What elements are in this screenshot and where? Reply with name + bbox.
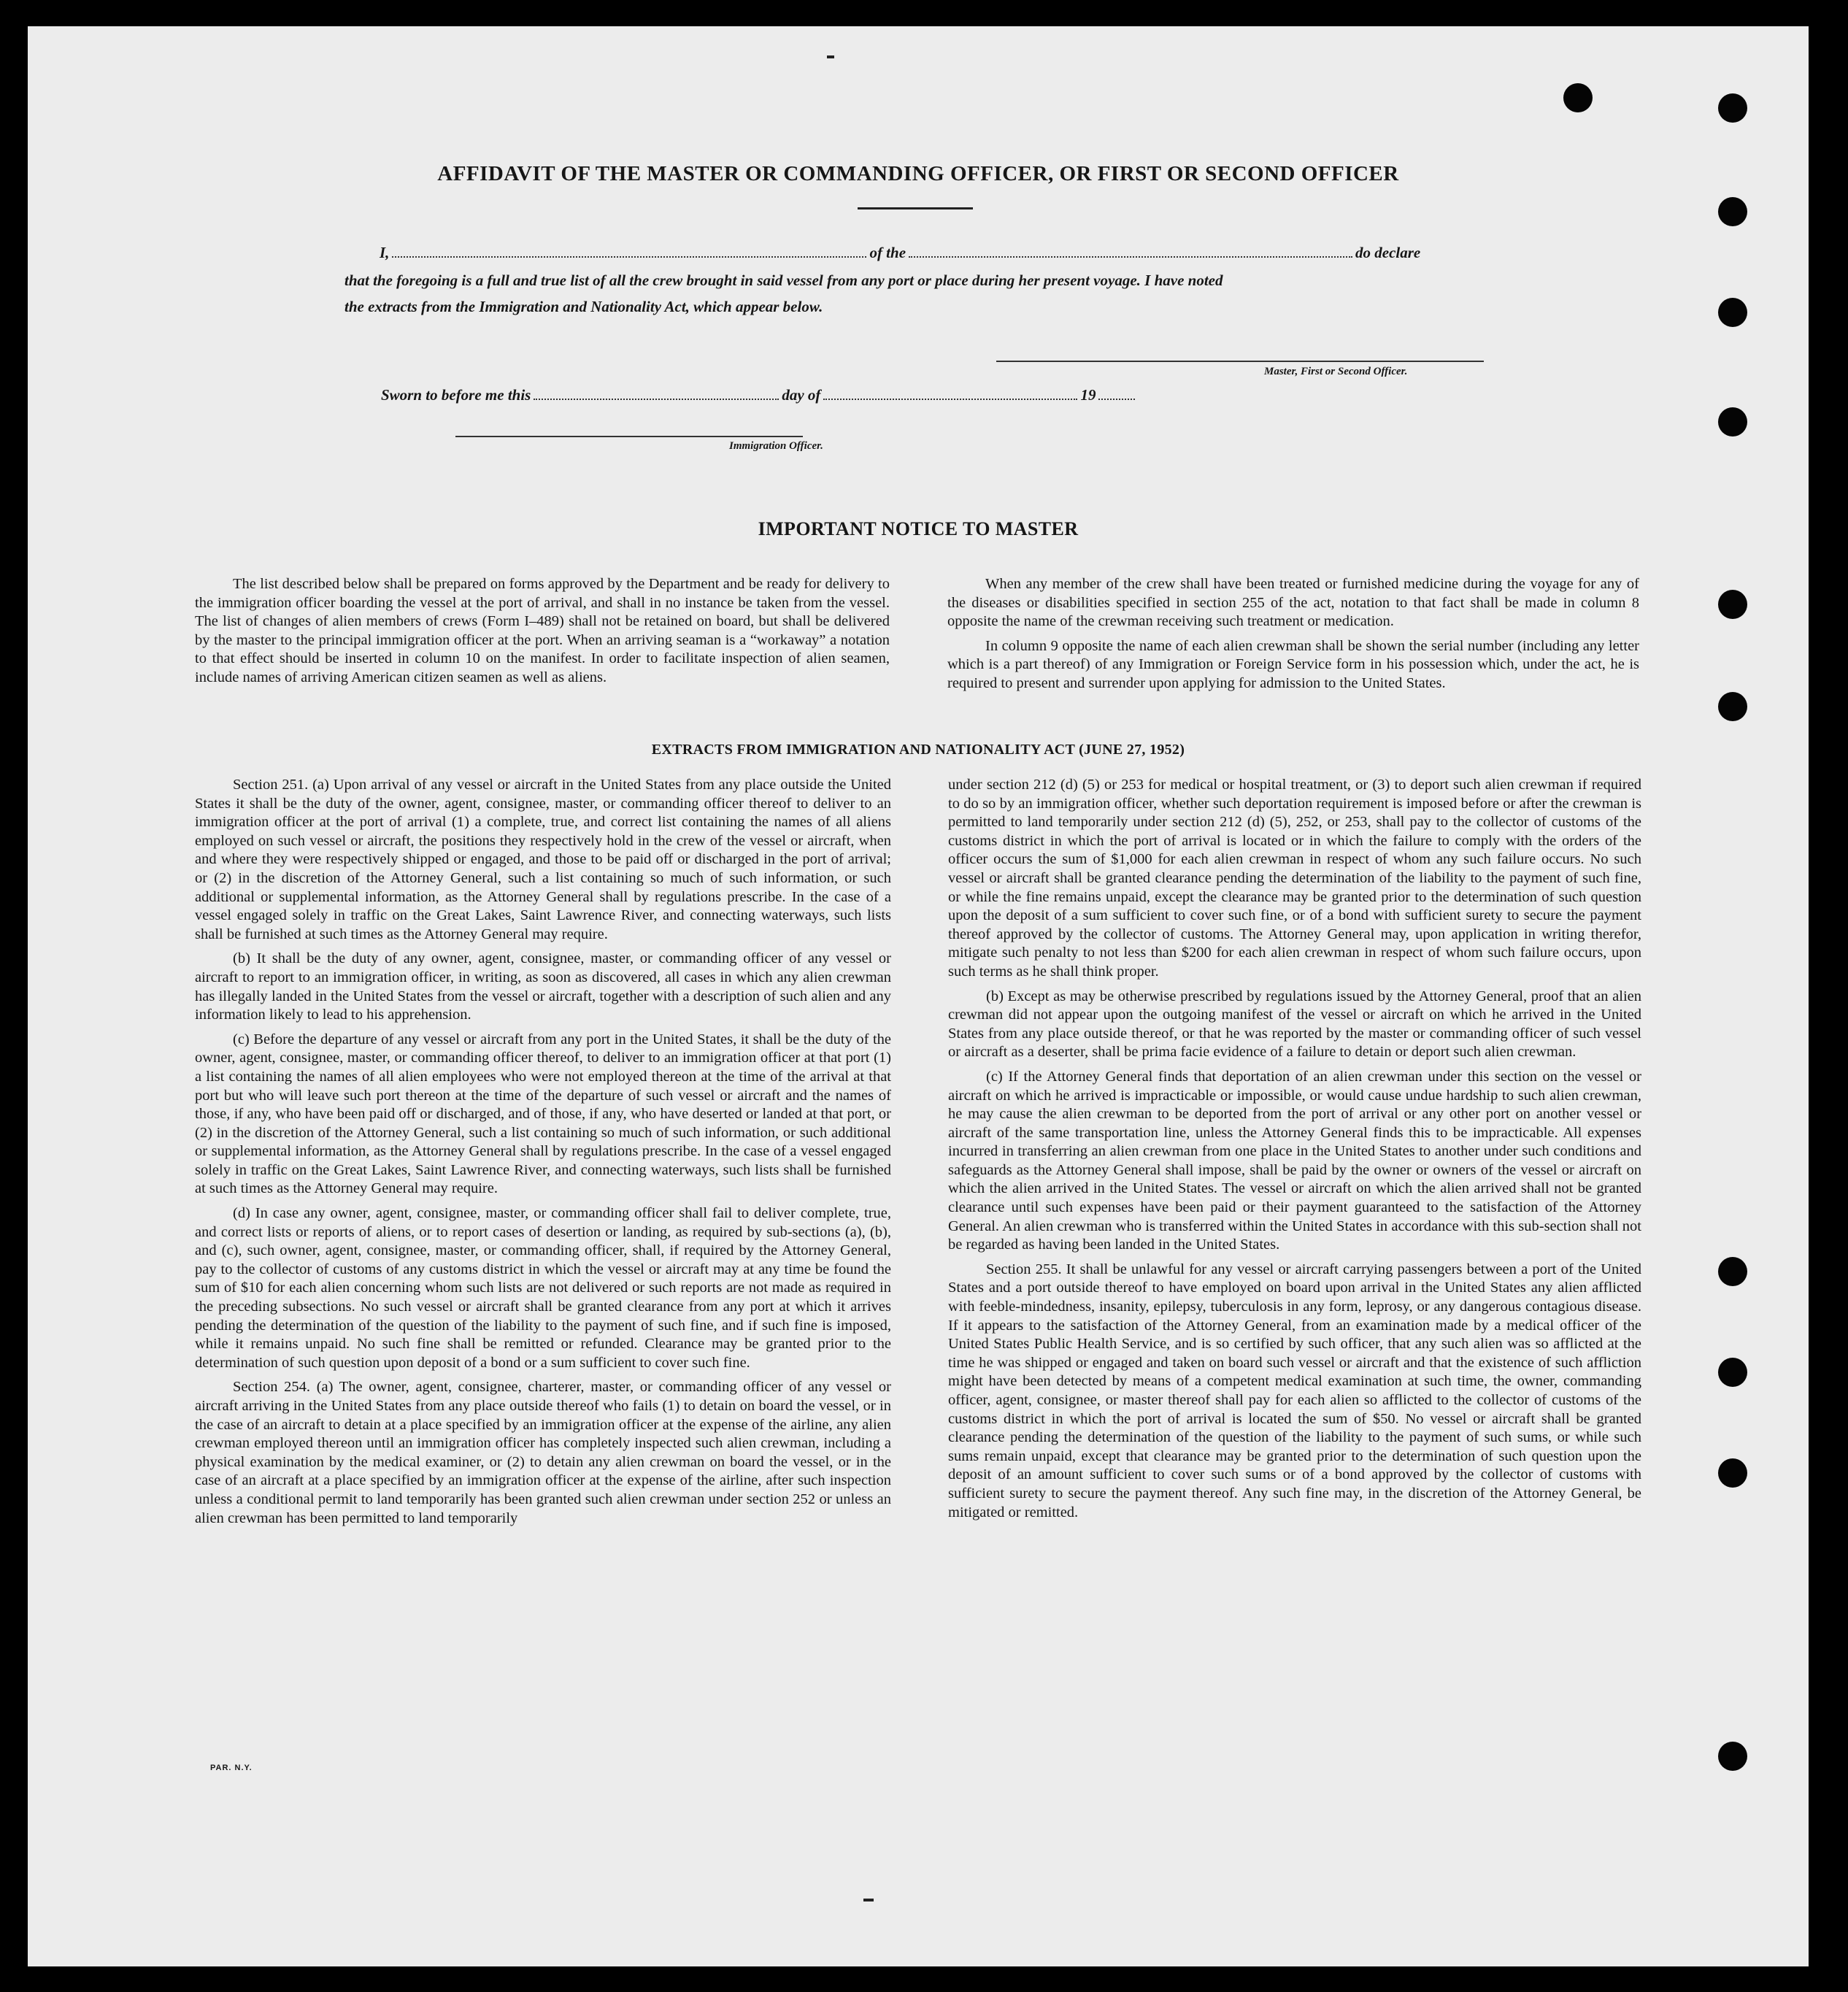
binder-hole <box>1718 1358 1747 1387</box>
sworn-date-blank[interactable] <box>534 399 779 400</box>
affidavit-title: AFFIDAVIT OF THE MASTER OR COMMANDING OFFICER, OR FIRST OR SECOND OFFICER <box>437 162 1399 185</box>
binder-hole <box>1718 1458 1747 1488</box>
section-254-c: (c) If the Attorney General finds that deportation of an alien crewman under this section on the vessel or aircraft on which he arrived is impracticable or impossible, or would cause undue hardship to such alien crewman, he may cause the alien crewman to be deported from the port of arrival or any other port on another vessel or aircraft of the same transportation line, unless the Attorney General finds this to be impracticable. All expenses incurred in transferring an alien crewman from one place in the United States to another under such conditions and safeguards as the Attorney General shall impose, shall be paid by the owner or owners of the vessel or aircraft on which the alien arrived in the United States. The vessel or aircraft on which the alien arrived shall not be granted clearance until such expenses have been paid or their payment guaranteed to the satisfaction of the Attorney General. An alien crewman who is transferred within the United States in accordance with this sub-section shall not be regarded as having been landed in the United States. <box>948 1068 1641 1253</box>
day-of-label: day of <box>782 386 821 404</box>
extracts-title: EXTRACTS FROM IMMIGRATION AND NATIONALITY ACT (JUNE 27, 1952) <box>651 742 1185 758</box>
binder-hole <box>1718 1742 1747 1771</box>
notice-title: IMPORTANT NOTICE TO MASTER <box>758 518 1079 539</box>
year-blank[interactable] <box>1098 399 1135 400</box>
document-page <box>28 26 1809 1966</box>
year-label: 19 <box>1080 386 1096 404</box>
section-254-a: Section 254. (a) The owner, agent, consignee, charterer, master, or commanding officer of any vessel or aircraft arriving in the United States from any place outside thereof who fails (1) to detain on board the vessel, or in the case of an aircraft to detain at a place specified by an immigration officer at the expense of the airline, any alien crewman employed thereon until an immigration officer has completely inspected such alien crewman, including a physical examination by the medical examiner, or (2) to detain any alien crewman on board the vessel, or in the case of an aircraft at a place specified by an immigration officer at the expense of the airline, after such inspection unless a conditional permit to land temporarily has been granted such alien crewman under section 252 or unless an alien crewman has been permitted to land temporarily <box>195 1379 891 1526</box>
extracts-left-column <box>195 776 891 1534</box>
sworn-label: Sworn to before me this <box>381 386 531 404</box>
affidavit-declare-label: do declare <box>1355 244 1421 261</box>
notice-right-column <box>947 575 1639 699</box>
officer-signature-label: Immigration Officer. <box>729 440 823 452</box>
master-signature-label: Master, First or Second Officer. <box>1264 366 1408 377</box>
title-underline <box>858 207 973 209</box>
section-251-b: (b) It shall be the duty of any owner, agent, consignee, master, or commanding officer of any vessel or aircraft to report to an immigration officer, in writing, as soon as discovered, all cases in which any alien crewman has illegally landed in the United States from the vessel or aircraft, together with a description of such alien and any information likely to lead to his apprehension. <box>195 950 891 1023</box>
binder-hole <box>1563 83 1593 112</box>
scan-speck <box>863 1899 874 1901</box>
name-blank[interactable] <box>392 256 866 258</box>
extracts-right-column <box>948 776 1641 1528</box>
scan-speck <box>827 55 834 58</box>
vessel-blank[interactable] <box>909 256 1352 258</box>
officer-signature-line[interactable] <box>455 436 803 437</box>
section-255: Section 255. It shall be unlawful for any vessel or aircraft carrying passengers between a port of the United States and a port outside thereof to have employed on board upon arrival in the United States any alien afflicted with feeble-mindedness, insanity, epilepsy, tuberculosis in any form, leprosy, or any dangerous contagious disease. If it appears to the satisfaction of the Attorney General, from an examination made by a medical officer of the United States Public Health Service, and is so certified by such officer, that any such alien was so afflicted at the time he was shipped or engaged and taken on board such vessel or aircraft and that the existence of such affliction might have been detected by means of a competent medical examination at such time, the owner, commanding officer, agent, consignee, or master thereof shall pay for each alien so afflicted to the collector of customs of the customs district in which the port of arrival is located the sum of $50. No vessel or aircraft shall be granted clearance pending the determination of the question of the liability to the payment of such sums, or while such sums remain unpaid, except that clearance may be granted prior to the determination of such question upon the deposit of an amount sufficient to cover such sums or of a bond approved by the collector of customs with sufficient surety to secure the payment thereof. Any such fine may, in the discretion of the Attorney General, be mitigated or remitted. <box>948 1261 1641 1520</box>
binder-hole <box>1718 93 1747 123</box>
affidavit-of-the-label: of the <box>869 244 906 261</box>
master-signature-line[interactable] <box>996 361 1484 362</box>
binder-hole <box>1718 590 1747 619</box>
binder-hole <box>1718 692 1747 721</box>
section-251-c: (c) Before the departure of any vessel or aircraft from any port in the United States, it shall be the duty of the owner, agent, consignee, master, or commanding officer thereof, to deliver to an immigration officer at that port (1) a list containing the names of all alien employees who were not employed thereon at the time of the arrival at that port but who will leave such port thereon at the time of the departure of such vessel or aircraft and the names of those, if any, who have been paid off or discharged, and of those, if any, who have deserted or landed at that port, or (2) in the discretion of the Attorney General, such a list containing so much of such information, or such additional or supplemental information, as the Attorney General shall by regulations prescribe. In the case of a vessel engaged solely in traffic on the Great Lakes, Saint Lawrence River, and connecting waterways, such lists shall be furnished at such times as the Attorney General may require. <box>195 1031 891 1197</box>
printer-mark: PAR. N.Y. <box>210 1764 253 1772</box>
binder-hole <box>1718 1257 1747 1286</box>
binder-hole <box>1718 407 1747 437</box>
notice-left-column <box>195 575 890 693</box>
section-254-a-continued: under section 212 (d) (5) or 253 for medical or hospital treatment, or (3) to deport such alien crewman if required to do so by an immigration officer, whether such deportation requirement is imposed before or after the crewman is permitted to land temporarily under section 212 (d) (5), 252, or 253, shall pay to the collector of customs of the customs district in which the port of arrival is located or in which the failure to comply with the orders of the officer occurs the sum of $1,000 for each alien crewman in respect of whom any such failure occurs. No such vessel or aircraft shall be granted clearance pending the determination of the liability to the payment of such fine, or while the fine remains unpaid, except the clearance may be granted prior to the determination of such question upon the deposit of a sum sufficient to cover such fine, or of a bond with sufficient surety to secure the payment thereof approved by the collector of customs. The Attorney General may, upon application in writing therefor, mitigate such penalty to not less than $200 for each alien crewman in respect of whom such failure occurs, upon such terms as he shall think proper. <box>948 777 1641 980</box>
section-251-d: (d) In case any owner, agent, consignee, master, or commanding officer shall fail to deliver complete, true, and correct lists or reports of aliens, or to report cases of desertion or landing, as required by sub-sections (a), (b), and (c), such owner, agent, consignee, master, or commanding officer, shall, if required by the Attorney General, pay to the collector of customs of any customs district in which the vessel or aircraft may at any time be found the sum of $10 for each alien concerning whom such lists are not delivered or such reports are not made as required in the preceding subsections. No such vessel or aircraft shall be granted clearance from any port at which it arrives pending the determination of the question of the liability to the payment of such fine, and if such fine is imposed, while it remains unpaid. No such fine shall be remitted or refunded. Clearance may be granted prior to the determination of such question upon deposit of a bond or a sum sufficient to cover such fine. <box>195 1205 891 1371</box>
affidavit-line-1 <box>380 244 1420 262</box>
notice-left-paragraph: The list described below shall be prepared on forms approved by the Department and be ready for delivery to the immigration officer boarding the vessel at the port of arrival, and shall in no instance be taken from the vessel. The list of changes of alien members of crews (Form I–489) shall not be retained on board, but shall be delivered by the master to the principal immigration officer at the port. When an arriving seaman is a “workaway” a notation to that effect should be inserted in column 10 on the manifest. In order to facilitate inspection of alien seamen, include names of arriving American citizen seamen as well as aliens. <box>195 576 890 685</box>
binder-hole <box>1718 298 1747 327</box>
affidavit-line-3: the extracts from the Immigration and Nationality Act, which appear below. <box>344 298 823 315</box>
sworn-line <box>381 386 1138 404</box>
section-254-b: (b) Except as may be otherwise prescribed by regulations issued by the Attorney General, proof that an alien crewman did not appear upon the outgoing manifest of the vessel or aircraft on which he arrived in the United States from any place outside thereof, or that he was reported by the master or commanding officer of such vessel or aircraft as a deserter, shall be prima facie evidence of a failure to detain or deport such alien crewman. <box>948 988 1641 1061</box>
section-251-a: Section 251. (a) Upon arrival of any vessel or aircraft in the United States from any place outside the United States it shall be the duty of the owner, agent, consignee, master, or commanding officer thereof to deliver to an immigration officer at the port of arrival (1) a complete, true, and correct list containing the names of all aliens employed on such vessel or aircraft, the positions they respectively hold in the crew of the vessel or aircraft, when and where they were respectively shipped or engaged, and those to be paid off or discharged in the port of arrival; or (2) in the discretion of the Attorney General, such a list containing so much of such information, or such additional or supplemental information, as the Attorney General shall by regulations prescribe. In the case of a vessel engaged solely in traffic on the Great Lakes, Saint Lawrence River, and connecting waterways, such lists shall be furnished at such times as the Attorney General may require. <box>195 777 891 942</box>
month-blank[interactable] <box>823 399 1077 400</box>
binder-hole <box>1718 197 1747 226</box>
notice-right-paragraph-1: When any member of the crew shall have been treated or furnished medicine during the voyage for any of the diseases or disabilities specified in section 255 of the act, notation to that fact shall be made in column 8 opposite the name of the crewman receiving such treatment or medication. <box>947 576 1639 630</box>
notice-right-paragraph-2: In column 9 opposite the name of each alien crewman shall be shown the serial number (including any letter which is a part thereof) of any Immigration or Foreign Service form in his possession which, under the act, he is required to present and surrender upon applying for admission to the United States. <box>947 637 1639 691</box>
affidavit-i-label: I, <box>380 244 390 261</box>
affidavit-line-2: that the foregoing is a full and true list of all the crew brought in said vessel from any port or place during her present voyage. I have noted <box>344 272 1223 289</box>
